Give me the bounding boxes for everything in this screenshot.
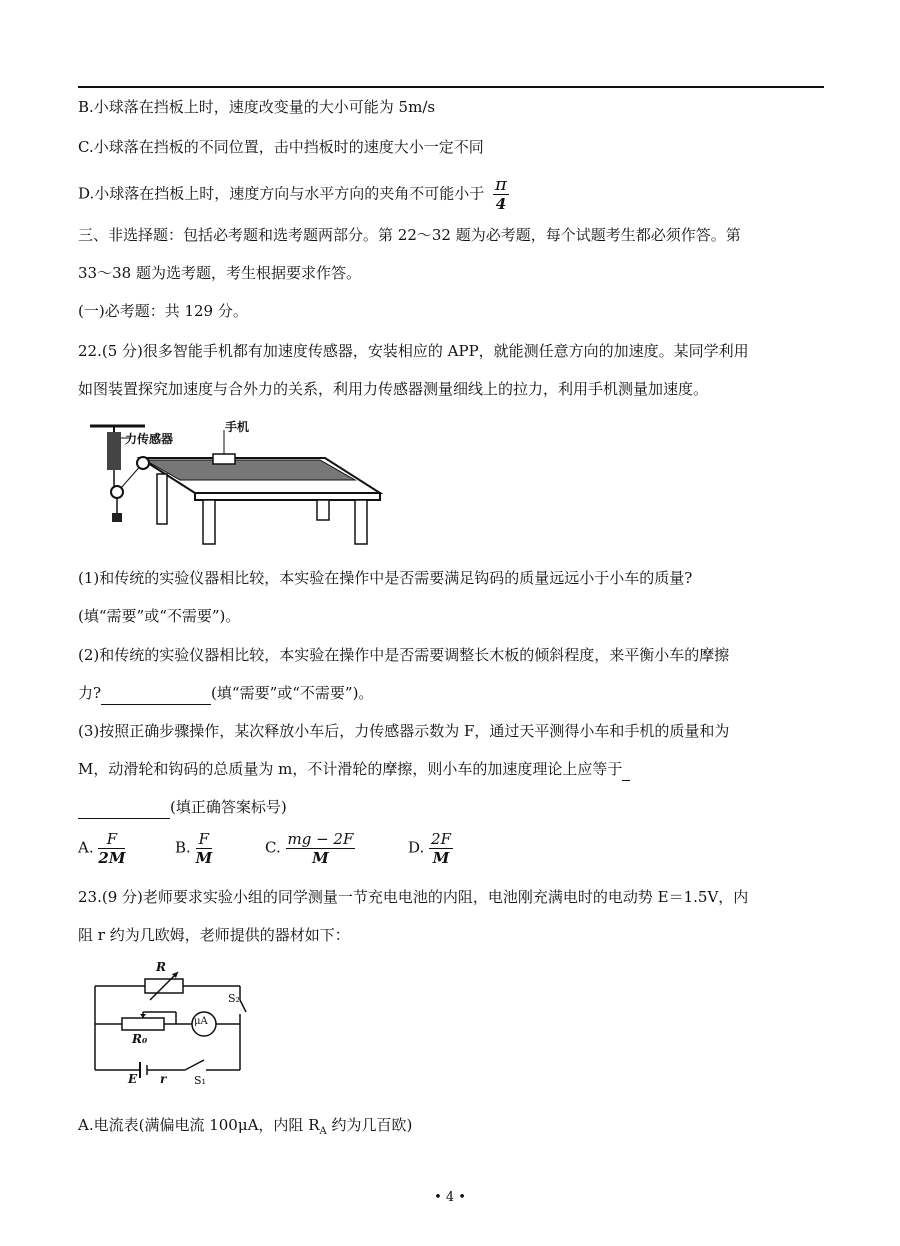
q22-3-line2-text: M，动滑轮和钩码的总质量为 m，不计滑轮的摩擦，则小车的加速度理论上应等于	[78, 760, 623, 778]
answer-blank-cont[interactable]	[78, 796, 170, 819]
option-d-text: D.小球落在挡板上时，速度方向与水平方向的夹角不可能小于	[78, 184, 485, 203]
frac-den: 4	[495, 195, 507, 213]
choice-c	[265, 830, 355, 867]
item-a-sub: A	[319, 1126, 327, 1137]
q22-2-line2	[78, 682, 373, 705]
choice-frac	[429, 830, 453, 867]
q22-3-line2	[78, 758, 630, 781]
label-e: E	[128, 1072, 138, 1086]
q22-2-line1: (2)和传统的实验仪器相比较，本实验在操作中是否需要调整长木板的倾斜程度，来平衡小车的摩擦	[78, 646, 730, 664]
item-a	[78, 1114, 412, 1143]
label-s1: S₁	[194, 1074, 206, 1087]
pi-over-4	[493, 176, 509, 213]
header-rule	[78, 86, 824, 88]
frac-num: F	[98, 830, 125, 849]
circuit-figure	[90, 962, 270, 1090]
label-meter: μA	[194, 1016, 208, 1027]
section3-line1: 三、非选择题：包括必考题和选考题两部分。第 22～32 题为必考题，每个试题考生都必须作答。第	[78, 226, 741, 244]
frac-num: 2F	[431, 830, 451, 848]
label-r0: R₀	[132, 1032, 148, 1046]
option-d	[78, 176, 509, 213]
choice-frac	[196, 830, 213, 867]
choice-label: D.	[408, 838, 425, 857]
label-small-r: r	[160, 1072, 167, 1086]
page-number: • 4 •	[434, 1190, 466, 1205]
q22-1-line1: (1)和传统的实验仪器相比较，本实验在操作中是否需要满足钩码的质量远远小于小车的质量?	[78, 569, 693, 587]
option-c: C.小球落在挡板的不同位置，击中挡板时的速度大小一定不同	[78, 138, 484, 156]
label-s2: S₂	[228, 992, 240, 1005]
frac-den: 2M	[98, 849, 126, 867]
q22-3-line3	[78, 796, 287, 819]
sensor-label: 力传感器	[125, 432, 174, 446]
circuit-drawing	[90, 962, 270, 1090]
choice-frac	[98, 830, 125, 867]
choice-b	[175, 830, 212, 867]
required-title: (一)必考题：共 129 分。	[78, 302, 248, 320]
choice-d	[408, 830, 453, 867]
q22-1-line2: (填“需要”或“不需要”)。	[78, 607, 241, 625]
item-a-text: A.电流表(满偏电流 100μA，内阻 R	[78, 1116, 320, 1134]
frac-num: mg − 2F	[287, 830, 354, 848]
q22-3-line1: (3)按照正确步骤操作，某次释放小车后，力传感器示数为 F，通过天平测得小车和手机的质量和为	[78, 722, 730, 740]
frac-den: M	[432, 849, 450, 867]
item-a-end: 约为几百欧)	[326, 1116, 413, 1134]
q22-line1: 22.(5 分)很多智能手机都有加速度传感器，安装相应的 APP，就能测任意方向的加速度。某同学利用	[78, 342, 749, 360]
frac-den: M	[312, 849, 329, 867]
q23-line1: 23.(9 分)老师要求实验小组的同学测量一节充电电池的内阻，电池刚充满电时的电动势 E＝1.5V，内	[78, 888, 749, 906]
q23-line2: 阻 r 约为几欧姆，老师提供的器材如下：	[78, 926, 350, 944]
q22-2-pre: 力?	[78, 684, 102, 702]
choice-label: C.	[265, 838, 281, 857]
apparatus-figure	[85, 418, 385, 548]
frac-den: M	[195, 849, 213, 867]
frac-num: F	[196, 830, 213, 849]
frac-num: π	[495, 174, 507, 195]
option-b: B.小球落在挡板上时，速度改变量的大小可能为 5m/s	[78, 98, 436, 116]
label-r: R	[156, 960, 166, 974]
choice-label: B.	[175, 838, 191, 857]
choice-label: A.	[78, 838, 94, 857]
q22-line2: 如图装置探究加速度与合外力的关系，利用力传感器测量细线上的拉力，利用手机测量加速度。	[78, 380, 709, 398]
answer-blank-start[interactable]	[622, 758, 630, 781]
section3-line2: 33～38 题为选考题，考生根据要求作答。	[78, 264, 361, 282]
phone-label: 手机	[225, 420, 250, 434]
q22-2-post: (填“需要”或“不需要”)。	[211, 684, 374, 702]
answer-blank[interactable]	[101, 682, 211, 705]
choice-frac	[286, 830, 356, 867]
choice-a	[78, 830, 125, 867]
q22-3-line3-text: (填正确答案标号)	[170, 798, 287, 816]
